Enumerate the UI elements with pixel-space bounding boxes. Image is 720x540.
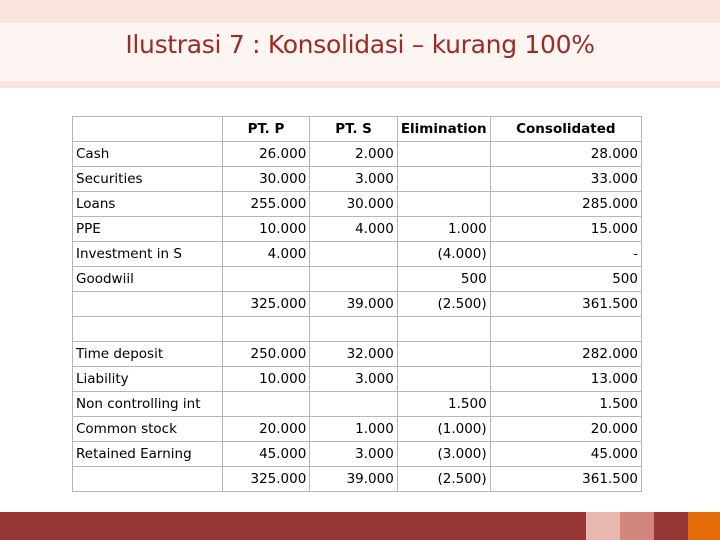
value-cell [222,392,310,417]
value-cell: 30.000 [222,167,310,192]
table-row [73,342,642,367]
value-cell: 250.000 [222,342,310,367]
row-label: PPE [73,217,223,242]
value-cell: 1.500 [490,392,641,417]
table-row [73,267,642,292]
value-cell: (3.000) [397,442,490,467]
footer-square-mid [620,512,654,540]
value-cell: 10.000 [222,217,310,242]
table-row [73,217,642,242]
value-cell: 285.000 [490,192,641,217]
value-cell: 39.000 [310,292,397,317]
row-label: Goodwiil [73,267,223,292]
row-label: Securities [73,167,223,192]
value-cell: 4.000 [310,217,397,242]
table-row [73,292,642,317]
row-label: Cash [73,142,223,167]
header-cell-elimination: Elimination [397,117,490,142]
value-cell: 3.000 [310,367,397,392]
footer-square-dark [654,512,688,540]
value-cell [397,167,490,192]
value-cell: 13.000 [490,367,641,392]
table-row [73,167,642,192]
value-cell [397,367,490,392]
table-row [73,192,642,217]
value-cell: 45.000 [490,442,641,467]
value-cell: 282.000 [490,342,641,367]
row-label: Non controlling int [73,392,223,417]
value-cell: 361.500 [490,467,641,492]
table-row [73,442,642,467]
table-row [73,367,642,392]
value-cell [222,267,310,292]
value-cell: 500 [490,267,641,292]
table-header-row [73,117,642,142]
row-label: Investment in S [73,242,223,267]
value-cell: 1.000 [397,217,490,242]
slide-title: Ilustrasi 7 : Konsolidasi – kurang 100% [125,30,595,59]
value-cell: - [490,242,641,267]
value-cell: 1.500 [397,392,490,417]
value-cell: 39.000 [310,467,397,492]
value-cell: 3.000 [310,442,397,467]
value-cell: 28.000 [490,142,641,167]
value-cell: (2.500) [397,292,490,317]
value-cell [490,317,641,342]
table-row [73,242,642,267]
value-cell [222,317,310,342]
table-row [73,142,642,167]
value-cell: 20.000 [222,417,310,442]
value-cell: 10.000 [222,367,310,392]
footer-bar [0,512,720,540]
header-cell-pt-p: PT. P [222,117,310,142]
value-cell: 32.000 [310,342,397,367]
value-cell [310,267,397,292]
table-row [73,317,642,342]
value-cell: 325.000 [222,467,310,492]
value-cell: 33.000 [490,167,641,192]
row-label [73,317,223,342]
consolidation-table [72,116,642,492]
table-row [73,417,642,442]
value-cell [397,342,490,367]
value-cell [310,392,397,417]
header-cell-consolidated: Consolidated [490,117,641,142]
value-cell: 15.000 [490,217,641,242]
row-label [73,292,223,317]
value-cell [310,317,397,342]
footer-square-orange [688,512,720,540]
value-cell: 45.000 [222,442,310,467]
row-label: Time deposit [73,342,223,367]
value-cell: 361.500 [490,292,641,317]
row-label: Retained Earning [73,442,223,467]
footer-square-light [586,512,620,540]
value-cell: (4.000) [397,242,490,267]
value-cell: 3.000 [310,167,397,192]
row-label: Liability [73,367,223,392]
row-label [73,467,223,492]
value-cell: 1.000 [310,417,397,442]
table-row [73,467,642,492]
header-cell-pt-s: PT. S [310,117,397,142]
value-cell [397,192,490,217]
table-row [73,392,642,417]
value-cell [397,317,490,342]
value-cell: 30.000 [310,192,397,217]
value-cell: (2.500) [397,467,490,492]
value-cell: 325.000 [222,292,310,317]
header-cell-label [73,117,223,142]
value-cell: 26.000 [222,142,310,167]
value-cell [310,242,397,267]
value-cell: 2.000 [310,142,397,167]
value-cell [397,142,490,167]
row-label: Common stock [73,417,223,442]
value-cell: 20.000 [490,417,641,442]
value-cell: (1.000) [397,417,490,442]
row-label: Loans [73,192,223,217]
value-cell: 255.000 [222,192,310,217]
value-cell: 500 [397,267,490,292]
value-cell: 4.000 [222,242,310,267]
